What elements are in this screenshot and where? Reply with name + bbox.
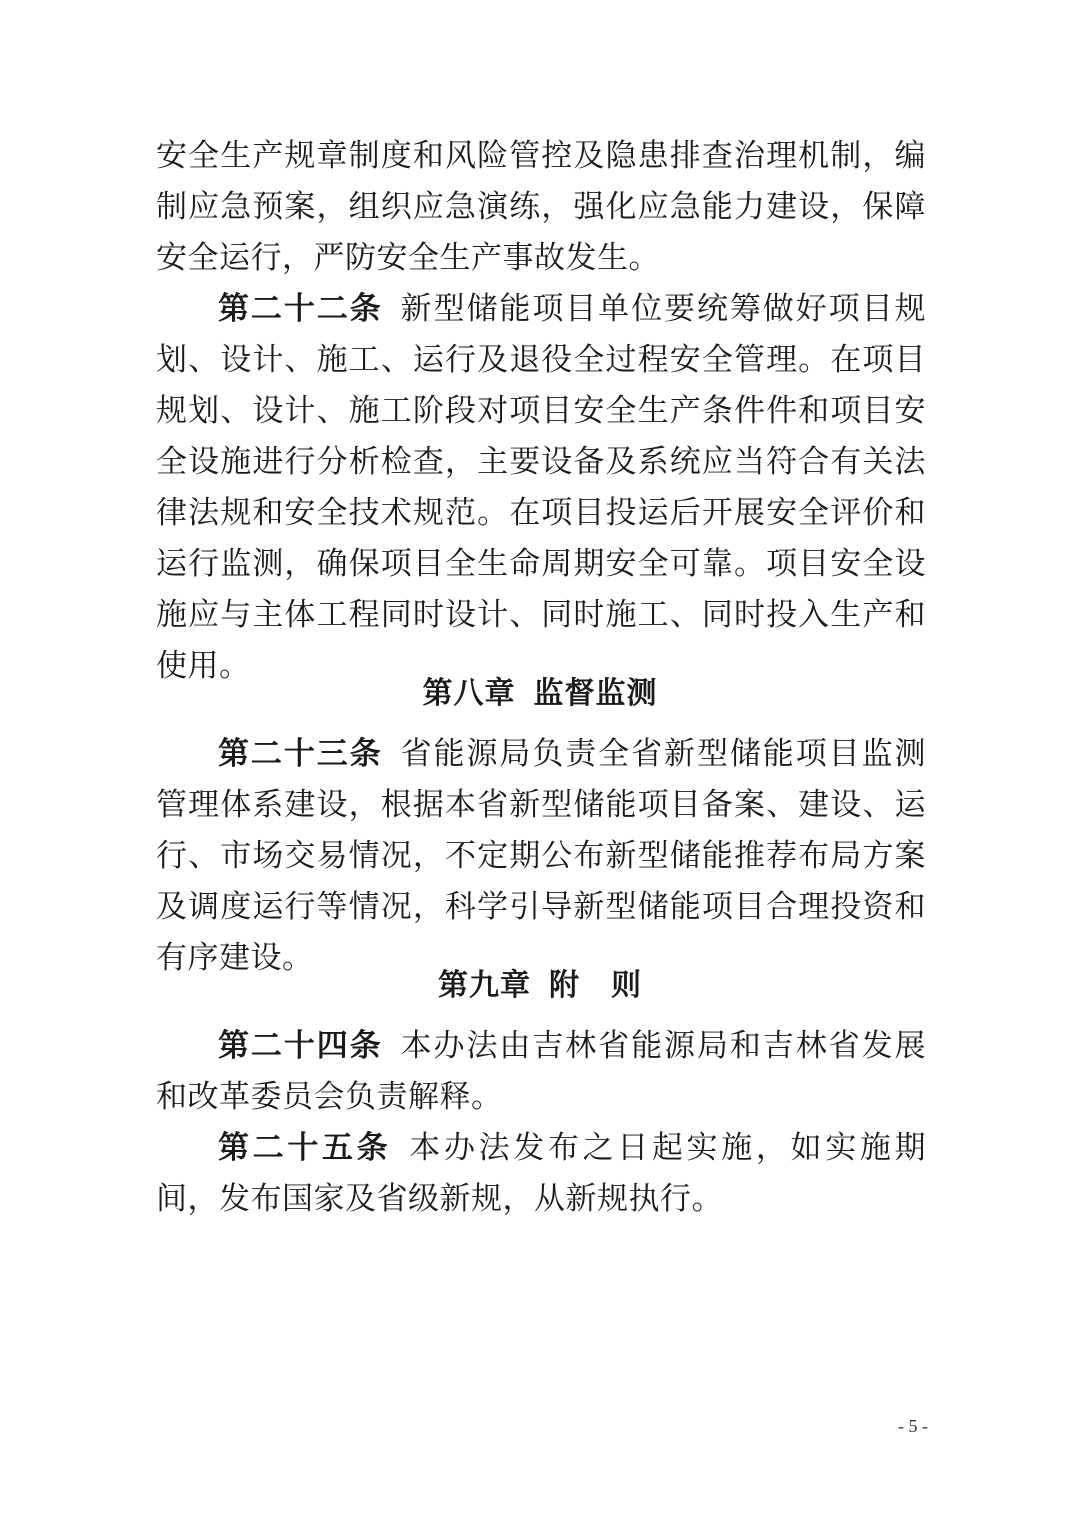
text-block-2 <box>156 729 926 984</box>
article-number: 第二十五条 <box>218 1130 392 1166</box>
article-text: 本办法由吉林省能源局和吉林省发展和改革委员会负责解释。 <box>156 1028 926 1115</box>
text-block-1 <box>156 131 926 692</box>
chapter-title: 附 则 <box>549 968 642 1003</box>
article-25 <box>156 1123 926 1225</box>
chapter-heading-9 <box>0 964 1080 1008</box>
chapter-number: 第九章 <box>438 968 531 1003</box>
article-number: 第二十四条 <box>218 1028 383 1064</box>
paragraph-text: 安全生产规章制度和风险管控及隐患排查治理机制，编制应急预案，组织应急演练，强化应急能力建设，保障安全运行，严防安全生产事故发生。 <box>156 138 926 276</box>
article-24 <box>156 1021 926 1123</box>
chapter-title: 监督监测 <box>533 676 658 711</box>
article-text: 省能源局负责全省新型储能项目监测管理体系建设，根据本省新型储能项目备案、建设、运行、市场交易情况，不定期公布新型储能推荐布局方案及调度运行等情况，科学引导新型储能项目合理投资和有序建设。 <box>156 736 926 976</box>
article-number: 第二十三条 <box>218 736 383 772</box>
article-23 <box>156 729 926 984</box>
article-text: 新型储能项目单位要统筹做好项目规划、设计、施工、运行及退役全过程安全管理。在项目规划、设计、施工阶段对项目安全生产条件件和项目安全设施进行分析检查，主要设备及系统应当符合有关法律法规和安全技术规范。在项目投运后开展安全评价和运行监测，确保项目全生命周期安全可靠。项目安全设施应与主体工程同时设计、同时施工、同时投入生产和使用。 <box>156 291 926 684</box>
page-number: - 5 - <box>898 1416 928 1436</box>
article-number: 第二十二条 <box>218 291 383 327</box>
chapter-number: 第八章 <box>422 676 516 711</box>
paragraph-continuation <box>156 131 926 284</box>
chapter-heading-8 <box>0 672 1080 716</box>
article-text: 本办法发布之日起实施，如实施期间，发布国家及省级新规，从新规执行。 <box>156 1130 927 1217</box>
article-22 <box>156 284 926 692</box>
text-block-3 <box>156 1021 926 1225</box>
